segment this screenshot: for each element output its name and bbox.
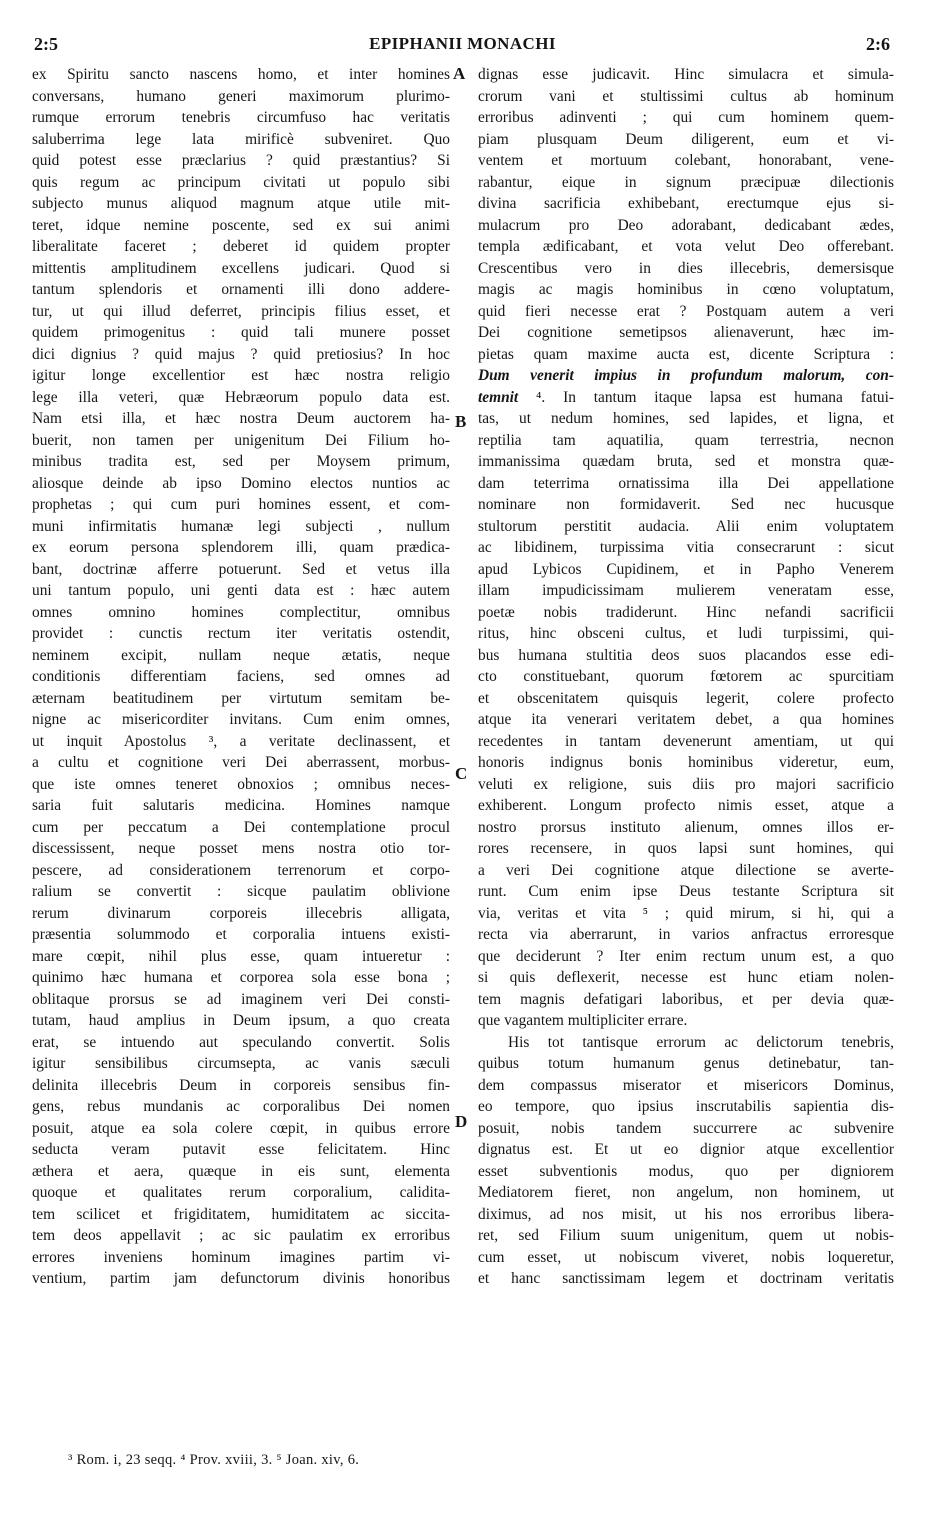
text-line: neminem excipit, nullam neque ætatis, neque (32, 646, 450, 664)
text-line: et hanc sanctissimam legem et doctrinam veritatis (478, 1270, 894, 1287)
text-line: ralium se convertit : sicque paulatim oblivione (32, 883, 450, 900)
text-line: uni tantum populo, uni genti data est : hæc autem (32, 582, 450, 599)
text-line: recta via aberrarunt, in varios anfractus erroresque (478, 926, 894, 943)
text-line: dam teterrima ornatissima illa Dei appellatione (478, 474, 894, 492)
text-line: poetæ nobis tradiderunt. Hinc nefandi sacrificii (478, 603, 894, 621)
text-line: Mediatorem fieret, non angelum, non hominem, ut (478, 1184, 894, 1201)
text-line (478, 365, 894, 387)
text-line: gens, rebus mundanis ac corporalibus Dei nomen (32, 1098, 450, 1115)
text-line: diximus, ad nos misit, ut his nos erroribus libera- (478, 1205, 894, 1223)
text-line: que iste omnes teneret obnoxios ; omnibus neces- (32, 775, 450, 793)
text-line: divina sacrificia exhibebant, erectumque ejus si- (478, 195, 894, 212)
text-line: pescere, ad considerationem terrenorum et corpo- (32, 861, 450, 879)
text-line: quidem primogenitus : quid tali munere posset (32, 324, 450, 341)
text-line: atque ita venerari veritatem debet, a qua homines (478, 711, 894, 728)
text-line: tas, ut nedum homines, sed lapides, et ligna, et (478, 410, 894, 427)
text-line: conversans, humano generi maximorum plurimo- (32, 87, 450, 105)
text-line: crorum vani et stultissimi cultus ab hominum (478, 87, 894, 105)
text-line: liberalitate faceret ; deberet id quidem propter (32, 238, 450, 255)
text-line: omnes omnino homines complectitur, omnibus (32, 603, 450, 621)
text-line: temnit ⁴. In tantum itaque lapsa est humana fatui- (478, 388, 894, 406)
text-line: nostro prorsus instituto alienum, omnes illos er- (478, 818, 894, 836)
text-line: apud Lybicos Cupidinem, et in Papho Venerem (478, 560, 894, 578)
text-line: veluti ex religione, suis diis pro majori sacrificio (478, 775, 894, 793)
text-line: rores recensere, in quos lapsi sunt homines, qui (478, 840, 894, 857)
text-line: immanissima quædam bruta, sed et monstra quæ- (478, 453, 894, 470)
text-line: subjecto munus aliquod magnum atque utile mit- (32, 195, 450, 212)
text-line: delinita illecebris Deum in corporeis sensibus fin- (32, 1076, 450, 1094)
text-line: tantum splendoris et ornamenti illi dono addere- (32, 281, 450, 298)
text-line: bant, doctrinæ afferre potuerunt. Sed et vetus illa (32, 560, 450, 578)
text-line: Nam etsi illa, et hæc nostra Deum auctorem ha- (32, 410, 450, 427)
text-line: et obscenitatem quisquis legerit, colere profecto (478, 689, 894, 707)
text-line: æternam beatitudinem per virtutum semitam be- (32, 689, 450, 707)
text-line: a cultu et cognitione veri Dei aberrassent, morbus- (32, 754, 450, 771)
text-line: quoque et qualitates rerum corporalium, calidita- (32, 1184, 450, 1201)
text-line: recedentes in tantam devenerunt amentiam, ut qui (478, 732, 894, 750)
text-line: mulacrum pro Deo adorabant, dedicabant ædes, (478, 216, 894, 234)
text-line: lege illa veteri, quæ Hebræorum populo data est. (32, 388, 450, 406)
margin-marker-b: B (455, 412, 467, 431)
text-line: igitur sensibilibus circumsepta, ac vanis sæculi (32, 1055, 450, 1072)
text-line: tem magnis defatigari laboribus, et per devia quæ- (478, 990, 894, 1008)
text-line: præsentia solummodo et corporalia intuens existi- (32, 926, 450, 943)
text-line: cum esset, ut nobiscum viveret, nobis loqueretur, (478, 1248, 894, 1266)
text-line: ventium, partim jam defunctorum divinis honoribus (32, 1270, 450, 1287)
text-line: nigne ac misericorditer invitans. Cum enim omnes, (32, 711, 450, 728)
text-line: illam impudicissimam mulierem veneratam esse, (478, 582, 894, 599)
right-column (478, 64, 894, 1290)
text-line: buerit, non tamen per unigenitum Dei Filium ho- (32, 431, 450, 449)
text-line: muni infirmitatis humanæ legi subjecti , nullum (32, 517, 450, 535)
text-line: a veri Dei cognitione atque dilectione se averte- (478, 861, 894, 879)
text-line: saria fuit salutaris medicina. Homines namque (32, 797, 450, 814)
text-line: stultorum perstitit audacia. Alii enim voluptatem (478, 517, 894, 535)
text-line: discessissent, neque posset mens nostra otio tor- (32, 840, 450, 857)
text-line: si quis deflexerit, necesse est hunc etiam nolen- (478, 969, 894, 986)
text-line: tem deos appellavit ; ac sic paulatim ex erroribus (32, 1227, 450, 1244)
text-line: ac libidinem, turpissima vitia consecrarunt : sicut (478, 539, 894, 556)
text-line: ex Spiritu sancto nascens homo, et inter homines (32, 66, 450, 83)
text-line: tem scilicet et frigiditatem, humiditatem ac siccita- (32, 1205, 450, 1223)
page-number-right: 2:6 (866, 34, 890, 54)
text-line: ret, sed Filium suum unigenitum, quem ut nobis- (478, 1227, 894, 1244)
text-line: ventem et mortuum colebant, honorabant, vene- (478, 152, 894, 169)
text-line: providet : cunctis rectum iter veritatis ostendit, (32, 625, 450, 642)
text-line: saluberrima lege lata mirificè subveniret. Quo (32, 130, 450, 148)
text-line: rabantur, eique in signum præcipuæ dilectionis (478, 173, 894, 191)
text-line: dem compassus miserator et misericors Dominus, (478, 1076, 894, 1094)
text-line: minibus tradita est, sed per Moysem primum, (32, 453, 450, 470)
text-line: dici dignius ? quid majus ? quid pretiosius? In hoc (32, 345, 450, 363)
text-line: runt. Cum enim ipse Deus testante Scriptura sit (478, 883, 894, 900)
text-line: magis ac magis hominibus in cœno voluptatum, (478, 281, 894, 298)
text-line: mittentis amplitudinem excellens judicari. Quod si (32, 259, 450, 277)
text-line: quid potest esse præclarius ? quid præstantius? Si (32, 152, 450, 169)
text-line: cum per peccatum a Dei contemplatione procul (32, 818, 450, 836)
left-column (32, 64, 450, 1290)
text-line: oblitaque prorsus se ad imaginem veri Dei consti- (32, 990, 450, 1008)
text-line: quibus totum humanum genus detinebatur, tan- (478, 1055, 894, 1072)
text-line: bus humana stultitia deos suos placandos esse edi- (478, 646, 894, 664)
text-line: conditionis differentiam faciens, sed omnes ad (32, 668, 450, 685)
text-line: honoris indignus bonis hominibus videretur, eum, (478, 754, 894, 771)
text-line: que vagantem multipliciter errare. (478, 1012, 688, 1029)
text-line: nominare non formidaverit. Sed nec hucusque (478, 496, 894, 513)
text-line: cto constituebant, quorum fœtorem ac spurcitiam (478, 668, 894, 685)
text-line: dignatus est. Et ut eo dignior atque excellentior (478, 1141, 894, 1158)
text-line: teret, idque nemine poscente, sed ex sui animi (32, 216, 450, 234)
scripture-quote: temnit (478, 388, 537, 406)
margin-marker-a: A (453, 64, 466, 83)
text-line: tutam, haud amplius in Deum ipsum, a quo creata (32, 1012, 450, 1029)
text-line: prophetas ; qui cum puri homines essent, et com- (32, 496, 450, 513)
text-line: ex eorum persona splendorem illi, quam prædica- (32, 539, 450, 556)
text-line: piam plusquam Deum diligerent, eum et vi- (478, 130, 894, 148)
text-line: æthera et aera, quæque in eis sunt, elementa (32, 1162, 450, 1180)
text-line: erroribus adinventi ; qui cum hominem quem- (478, 109, 894, 126)
footnotes: ³ Rom. i, 23 seqq. ⁴ Prov. xviii, 3. ⁵ Joan. xiv, 6. (68, 1452, 360, 1468)
scripture-quote: Dum venerit impius in profundum malorum, con- (478, 367, 894, 384)
text-line: eo tempore, quo ipsius inscrutabilis sapientia dis- (478, 1098, 894, 1115)
text-line: via, veritas et vita ⁵ ; quid mirum, si hi, qui a (478, 904, 894, 922)
text-line: quinimo hæc humana et corporea sola esse bona ; (32, 969, 450, 986)
text-line: exhiberent. Longum profecto nimis esset, atque a (478, 797, 894, 814)
margin-marker-c: C (455, 764, 468, 783)
text-line: Crescentibus vero in dies illecebris, demersisque (478, 259, 894, 277)
margin-marker-d: D (455, 1112, 468, 1131)
text-line: posuit, nobis tandem succurrere ac subvenire (478, 1119, 894, 1137)
text-line: mare cœpit, nihil plus esse, quam intueretur : (32, 947, 450, 965)
text-line: esset subventionis modus, quo per digniorem (478, 1162, 894, 1180)
text-line: ritus, hinc obsceni cultus, et ludi turpissimi, qui- (478, 625, 894, 642)
text-line: templa ædificabant, et vota velut Deo offerebant. (478, 238, 894, 255)
text-line: rerum divinarum corporeis illecebris alligata, (32, 904, 450, 922)
text-line: pietas quam maxime aucta est, dicente Scriptura : (478, 345, 894, 363)
text-line: Dei cognitione semetipsos alienaverunt, hæc im- (478, 324, 894, 341)
text-line: posuit, atque ea sola colere cœpit, in quibus errore (32, 1119, 450, 1137)
text-line: aliosque deinde ab ipso Domino electos nuntios ac (32, 474, 450, 492)
text-line: reptilia tam aquatilia, quam terrestria, necnon (478, 431, 894, 449)
text-line: erat, se intuendo aut speculando convertit. Solis (32, 1033, 450, 1051)
text-line: igitur longe excellentior est hæc nostra religio (32, 367, 450, 384)
text-line: ut inquit Apostolus ³, a veritate declinassent, et (32, 732, 450, 750)
text-line: tur, ut qui illud deferret, principis filius esset, et (32, 302, 450, 320)
text-line: seducta veram putavit esse felicitatem. Hinc (32, 1141, 450, 1158)
text-line: que deciderunt ? Iter enim rectum unum est, a quo (478, 947, 894, 965)
text-line: His tot tantisque errorum ac delictorum tenebris, (508, 1033, 894, 1051)
text-line: rumque errorum tenebris circumfuso hac veritatis (32, 109, 450, 126)
running-title: EPIPHANII MONACHI (369, 34, 556, 53)
text-line: dignas esse judicavit. Hinc simulacra et simula- (478, 66, 894, 83)
text-line: quis regum ac principum civitati ut populo sibi (32, 173, 450, 191)
text-line: quid fieri necesse erat ? Postquam autem a veri (478, 302, 894, 320)
text-line: errores inveniens hominum imagines partim vi- (32, 1248, 450, 1266)
page-number-left: 2:5 (34, 34, 58, 54)
